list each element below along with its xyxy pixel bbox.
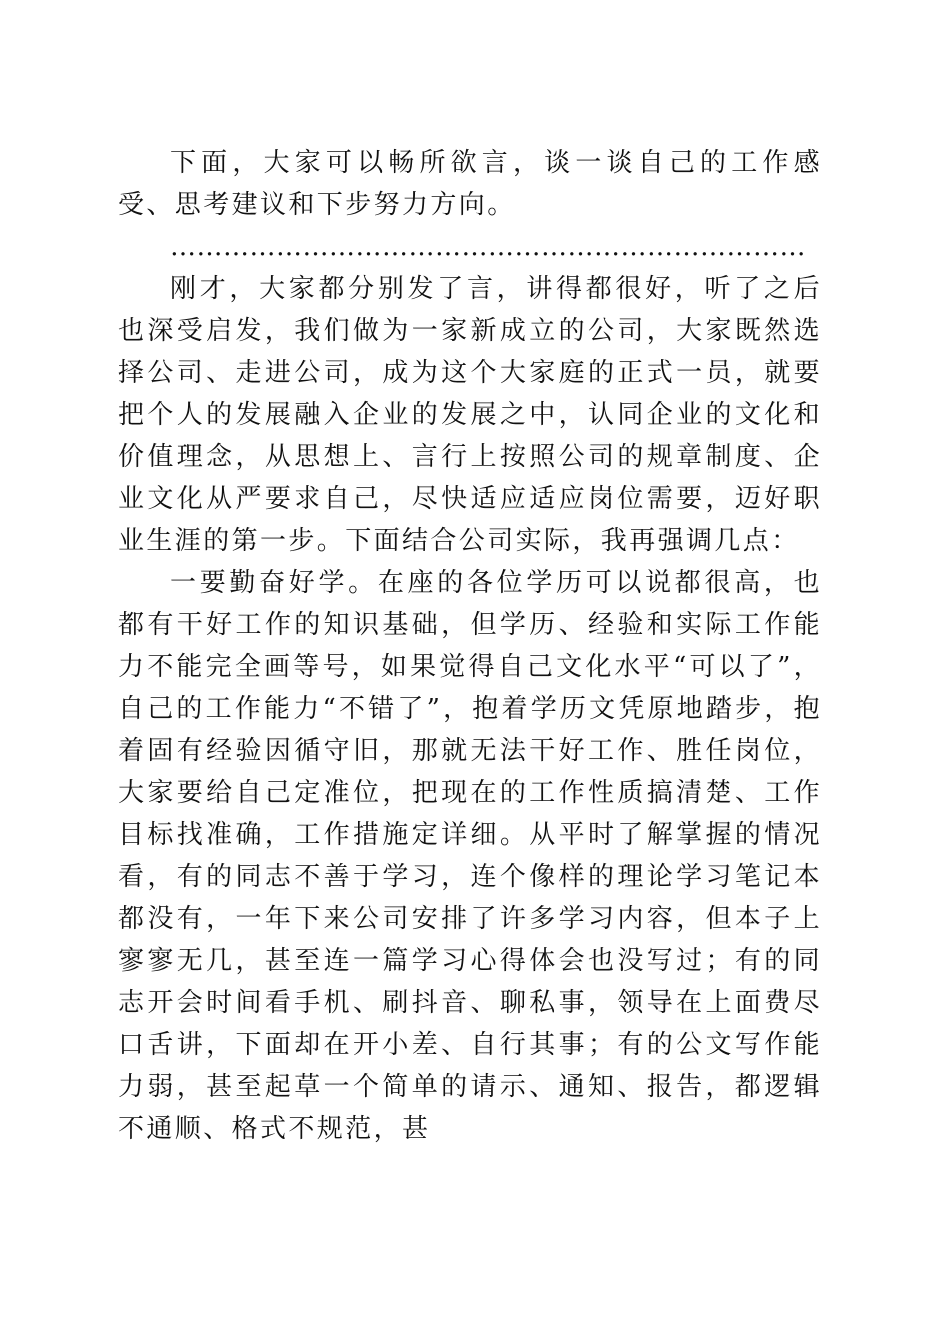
paragraph-summary: 刚才，大家都分别发了言，讲得都很好，听了之后也深受启发，我们做为一家新成立的公司，大家既然选择公司、走进公司，成为这个大家庭的正式一员，就要把个人的发展融入企业的发展之中，认同企业的文化和价值理念，从思想上、言行上按照公司的规章制度、企业文化从严要求自己，尽快适应适应岗位需要，迈好职业生涯的第一步。下面结合公司实际，我再强调几点： (118, 274, 822, 556)
document-body (118, 142, 822, 1150)
paragraph-invitation: 下面，大家可以畅所欲言，谈一谈自己的工作感受、思考建议和下步努力方向。 (118, 148, 822, 220)
paragraph-ellipsis: ……………………………………………………………… (170, 232, 806, 262)
paragraph-point-one: 一要勤奋好学。在座的各位学历可以说都很高，也都有干好工作的知识基础，但学历、经验和实际工作能力不能完全画等号，如果觉得自己文化水平“可以了”，自己的工作能力“不错了”，抱着学历文凭原地踏步，抱着固有经验因循守旧，那就无法干好工作、胜任岗位，大家要给自己定准位，把现在的工作性质搞清楚、工作目标找准确，工作措施定详细。从平时了解掌握的情况看，有的同志不善于学习，连个像样的理论学习笔记本都没有，一年下来公司安排了许多学习内容，但本子上寥寥无几，甚至连一篇学习心得体会也没写过；有的同志开会时间看手机、刷抖音、聊私事，领导在上面费尽口舌讲，下面却在开小差、自行其事；有的公文写作能力弱，甚至起草一个简单的请示、通知、报告，都逻辑不通顺、格式不规范，甚 (118, 568, 822, 1144)
